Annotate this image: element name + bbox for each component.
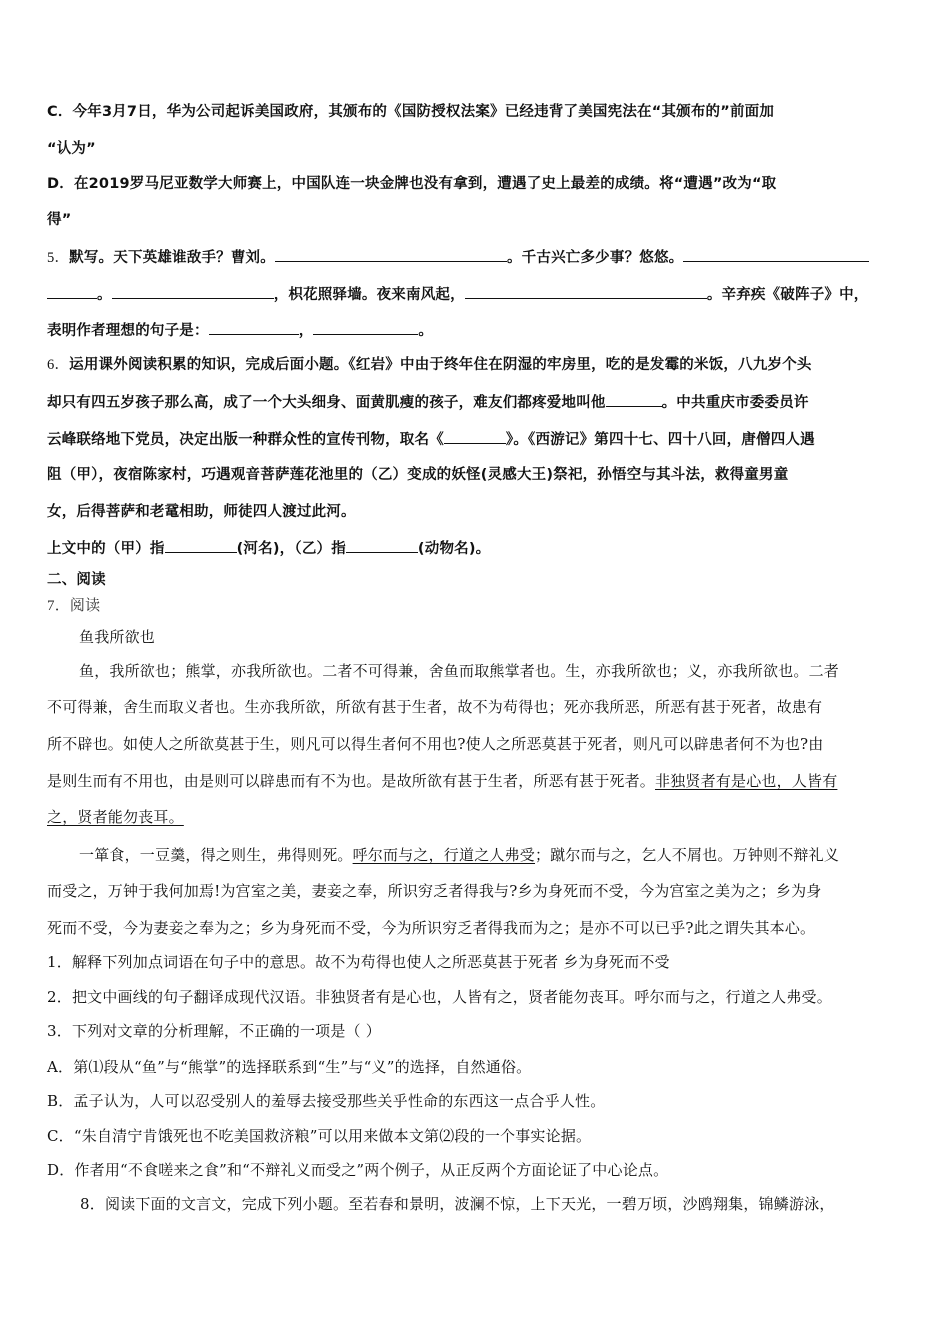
question-text: (动物名)。: [417, 541, 491, 557]
question-label: 阅读: [69, 596, 101, 614]
question-number: 7．: [47, 598, 70, 614]
passage-line: 而受之，万钟于我何加焉!为宫室之美，妻妾之奉，所识穷乏者得我与?乡为身死而不受，今为宫室之美为之；乡为身: [47, 882, 822, 900]
passage-line: 所不辟也。如使人之所欲莫甚于生，则凡可以得生者何不用也?使人之所恶莫甚于死者，则凡可以辟患者何不为也?由: [47, 735, 824, 753]
answer-blank[interactable]: [275, 246, 507, 262]
question-text: 运用课外阅读积累的知识，完成后面小题。《红岩》中由于终年住在阴湿的牢房里，吃的是发霉的米饭，八九岁个头: [69, 357, 812, 373]
q4-option-c: [47, 102, 907, 122]
answer-blank[interactable]: [683, 246, 869, 262]
passage-line: [47, 807, 907, 827]
question-text: 默写。天下英雄谁敌手？曹刘。: [69, 250, 275, 266]
answer-blank[interactable]: [209, 319, 299, 335]
question-text: 上文中的（甲）指: [47, 541, 165, 557]
question-text: ，: [298, 323, 314, 339]
q4-option-d-cont: 得”: [47, 212, 72, 228]
option-c[interactable]: C．“朱自清宁肯饿死也不吃美国救济粮”可以用来做本文第⑵段的一个事实论据。: [47, 1127, 592, 1145]
question-text: 却只有四五岁孩子那么高，成了一个大头细身、面黄肌瘦的孩子，难友们都疼爱地叫他: [47, 395, 606, 411]
q6-line2: [47, 391, 907, 413]
underlined-sentence: 非独贤者有是心也，人皆有: [655, 772, 838, 790]
question-text: 。中共重庆市委委员许: [661, 395, 809, 411]
option-b[interactable]: B．孟子认为，人可以忍受别人的羞辱去接受那些关乎性命的东西这一点合乎人性。: [47, 1092, 606, 1110]
underlined-sentence: 呼尔而与之，行道之人弗受: [352, 846, 536, 864]
q4-option-d: [47, 174, 907, 194]
answer-blank[interactable]: [313, 319, 418, 335]
question-number: 6．: [47, 357, 70, 373]
q5-line2: [47, 283, 907, 305]
question-text: 》。《西游记》第四十七、四十八回，唐僧四人遇: [505, 432, 815, 448]
q6-line4: 阻（甲），夜宿陈家村，巧遇观音菩萨莲花池里的（乙）变成的妖怪(灵感大王)祭祀，孙悟空与其斗法，救得童男童: [47, 467, 789, 483]
option-label: C．: [47, 104, 73, 120]
answer-blank[interactable]: [47, 283, 97, 299]
sub-question-1: 1．解释下列加点词语在句子中的意思。故不为苟得也使人之所恶莫甚于死者 乡为身死而不受: [47, 953, 670, 971]
passage-title: 鱼我所欲也: [79, 628, 156, 646]
question-text: 表明作者理想的句子是：: [47, 323, 209, 339]
passage-text: 是则生而有不用也，由是则可以辟患而有不为也。是故所欲有甚于生者，所恶有甚于死者。: [47, 772, 656, 790]
question-text: 。: [418, 323, 434, 339]
question-text: 。千古兴亡多少事？悠悠。: [506, 250, 684, 266]
q6-line1: [47, 355, 907, 375]
passage-line: [47, 771, 907, 791]
answer-blank[interactable]: [465, 283, 707, 299]
passage-line: 鱼，我所欲也；熊掌，亦我所欲也。二者不可得兼，舍鱼而取熊掌者也。生，亦我所欲也；义，亦我所欲也。二者: [79, 662, 840, 680]
question-number: 5．: [47, 250, 70, 266]
option-a[interactable]: A．第⑴段从“鱼”与“熊掌”的选择联系到“生”与“义”的选择，自然通俗。: [47, 1058, 532, 1076]
sub-question-2: 2．把文中画线的句子翻译成现代汉语。非独贤者有是心也，人皆有之，贤者能勿丧耳。呼尔而与之，行道之人弗受。: [47, 988, 832, 1006]
q5-line3: [47, 319, 907, 341]
option-text: 今年3月7日，华为公司起诉美国政府，其颁布的《国防授权法案》已经违背了美国宪法在“其颁布的”前面加: [72, 104, 775, 120]
question-text: (河名)，（乙）指: [236, 541, 346, 557]
q5-line1: [47, 246, 907, 268]
q6-line6: [47, 537, 907, 559]
question-text: 。: [97, 287, 112, 303]
question-text: ，枳花照驿墙。夜来南风起，: [273, 287, 465, 303]
section-heading: 二、阅读: [47, 572, 106, 588]
passage-text: 一箪食，一豆羹，得之则生，弗得则死。: [79, 846, 353, 864]
question-text: 。辛弃疾《破阵子》中，: [706, 287, 869, 303]
question-text: 云峰联络地下党员，决定出版一种群众性的宣传刊物，取名《: [47, 432, 444, 448]
passage-line: 死而不受，今为妻妾之奉为之；乡为身死而不受，今为所识穷乏者得我而为之；是亦不可以已乎?此之谓失其本心。: [47, 919, 816, 937]
answer-blank[interactable]: [444, 428, 506, 444]
sub-question-3: 3．下列对文章的分析理解，不正确的一项是（ ）: [47, 1022, 381, 1040]
q7-heading: [47, 595, 907, 616]
passage-line: [47, 845, 939, 865]
passage-text: ；蹴尔而与之，乞人不屑也。万钟则不辩礼义: [535, 846, 840, 864]
answer-blank[interactable]: [165, 537, 237, 553]
q6-line5: 女，后得菩萨和老鼋相助，师徒四人渡过此河。: [47, 504, 356, 520]
answer-blank[interactable]: [346, 537, 418, 553]
q6-line3: [47, 428, 907, 450]
q4-option-c-cont: “认为”: [47, 141, 96, 157]
option-d[interactable]: D．作者用“不食嗟来之食”和“不辩礼义而受之”两个例子，从正反两个方面论证了中心论点。: [47, 1161, 669, 1179]
underlined-sentence: 之，贤者能勿丧耳。: [47, 808, 184, 826]
answer-blank[interactable]: [606, 391, 662, 407]
option-label: D．: [47, 176, 74, 192]
q8-line1: 8．阅读下面的文言文，完成下列小题。至若春和景明，波澜不惊，上下天光，一碧万顷，沙鸥翔集，锦鳞游泳，: [80, 1195, 835, 1213]
passage-line: 不可得兼，舍生而取义者也。生亦我所欲，所欲有甚于生者，故不为苟得也；死亦我所恶，所恶有甚于死者，故患有: [47, 698, 823, 716]
answer-blank[interactable]: [112, 283, 274, 299]
option-text: 在2019罗马尼亚数学大师赛上，中国队连一块金牌也没有拿到，遭遇了史上最差的成绩。将“遭遇”改为“取: [73, 176, 777, 192]
